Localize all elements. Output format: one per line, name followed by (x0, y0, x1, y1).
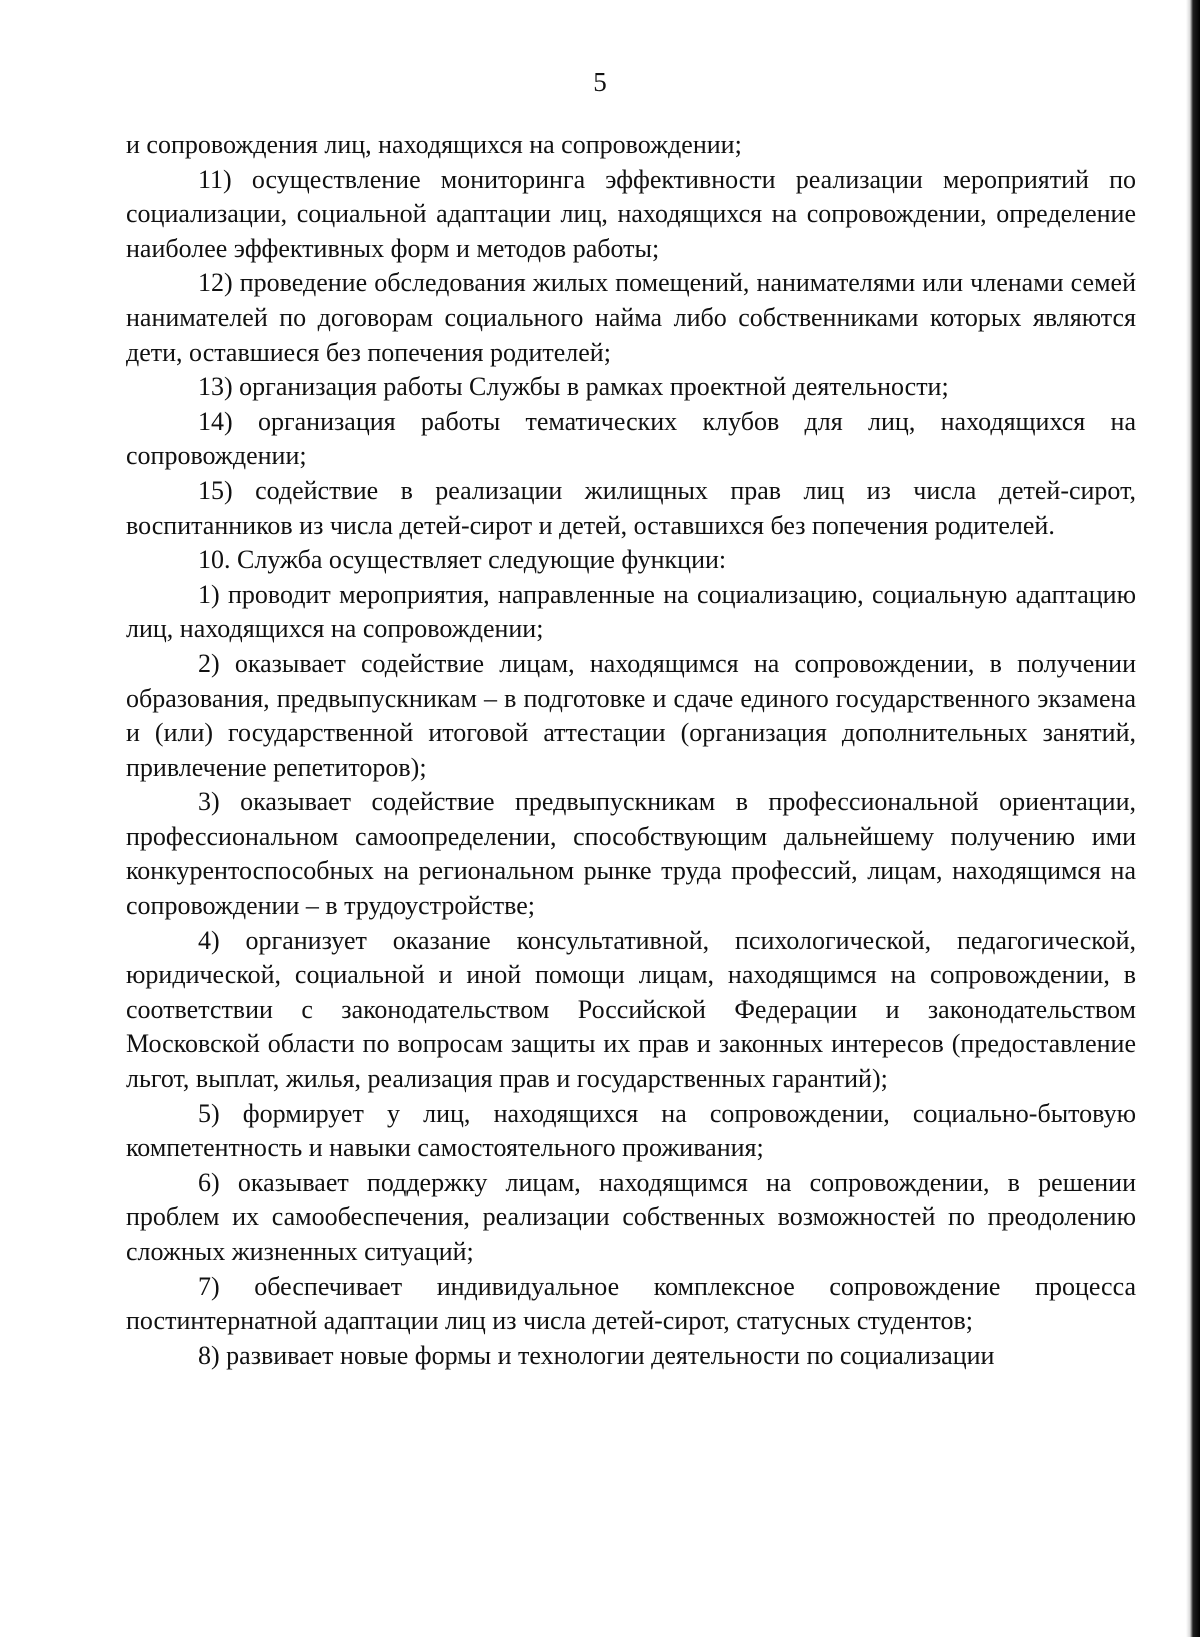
paragraph-item-13: 13) организация работы Службы в рамках проектной деятельности; (198, 372, 949, 402)
section-10-heading: 10. Служба осуществляет следующие функции: (198, 545, 727, 575)
paragraph-item-11: 11) осуществление мониторинга эффективности реализации мероприятий по социализации, социальной адаптации лиц, находящихся на сопровождении, определение наиболее эффективных форм и методов работы; (126, 164, 1136, 263)
function-item-1: 1) проводит мероприятия, направленные на социализацию, социальную адаптацию лиц, находящихся на сопровождении; (126, 579, 1136, 644)
function-item-6: 6) оказывает поддержку лицам, находящимся на сопровождении, в решении проблем их самообеспечения, реализации собственных возможностей по преодолению сложных жизненных ситуаций; (126, 1167, 1136, 1266)
paragraph-item-14: 14) организация работы тематических клубов для лиц, находящихся на сопровождении; (126, 406, 1136, 471)
function-item-7: 7) обеспечивает индивидуальное комплексное сопровождение процесса постинтернатной адаптации лиц из числа детей-сирот, статусных студентов; (126, 1271, 1136, 1336)
function-item-5: 5) формирует у лиц, находящихся на сопровождении, социально-бытовую компетентность и навыки самостоятельного проживания; (126, 1098, 1136, 1163)
function-item-4: 4) организует оказание консультативной, психологической, педагогической, юридической, социальной и иной помощи лицам, находящимся на сопровождении, в соответствии с законодательством Российской Федерации и законодательством Московской области по вопросам защиты их прав и законных интересов (предоставление льгот, выплат, жилья, реализация прав и государственных гарантий); (126, 925, 1136, 1094)
function-item-3: 3) оказывает содействие предвыпускникам в профессиональной ориентации, профессиональном самоопределении, способствующим дальнейшему получению ими конкурентоспособных на региональном рынке труда профессий, лицам, находящимся на сопровождении – в трудоустройстве; (126, 787, 1136, 921)
paragraph-item-12: 12) проведение обследования жилых помещений, нанимателями или членами семей нанимателей по договорам социального найма либо собственниками которых являются дети, оставшиеся без попечения родителей; (126, 268, 1136, 367)
function-item-2: 2) оказывает содействие лицам, находящимся на сопровождении, в получении образования, предвыпускникам – в подготовке и сдаче единого государственного экзамена и (или) государственной итоговой аттестации (организация дополнительных занятий, привлечение репетиторов); (126, 648, 1136, 782)
paragraph-continuation: и сопровождения лиц, находящихся на сопровождении; (126, 130, 742, 159)
page-number: 5 (593, 67, 607, 97)
paragraph-item-15: 15) содействие в реализации жилищных прав лиц из числа детей-сирот, воспитанников из числа детей-сирот и детей, оставшихся без попечения родителей. (126, 475, 1136, 540)
scan-edge-shadow (1186, 0, 1200, 1637)
document-body (126, 128, 1136, 1373)
function-item-8: 8) развивает новые формы и технологии деятельности по социализации (198, 1340, 995, 1370)
